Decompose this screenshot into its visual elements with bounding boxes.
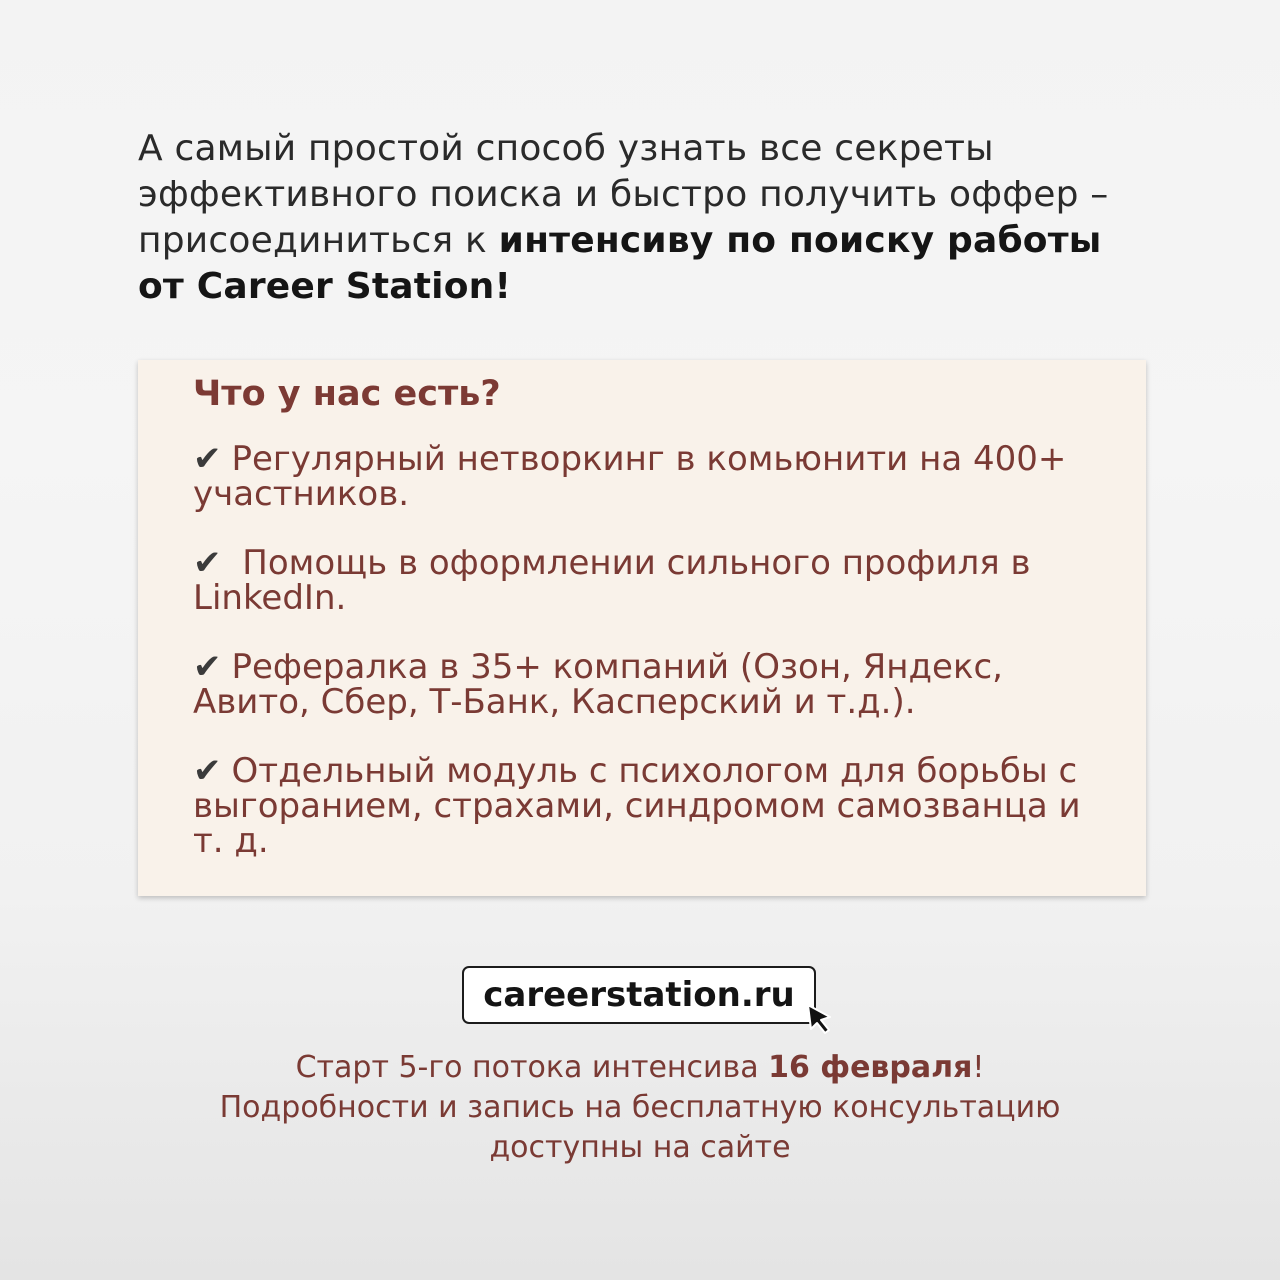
features-card bbox=[138, 360, 1146, 896]
feature-text: Помощь в оформлении сильного профиля в LinkedIn. bbox=[193, 543, 1031, 618]
check-icon: ✔ bbox=[193, 751, 222, 791]
intro-strong: интенсиву по поиску работы от Career Station! bbox=[138, 220, 1102, 307]
feature-text: Отдельный модуль с психологом для борьбы с выгоранием, страхами, синдромом самозванца и т. д. bbox=[193, 751, 1081, 861]
feature-list bbox=[193, 439, 1106, 861]
website-link-button[interactable]: careerstation.ru bbox=[462, 966, 816, 1024]
launch-info bbox=[140, 1048, 1140, 1168]
check-icon: ✔ bbox=[193, 543, 222, 583]
feature-text: Регулярный нетворкинг в комьюнити на 400+ участников. bbox=[193, 439, 1067, 514]
feature-item-referral bbox=[193, 647, 1106, 722]
intro-plain: А самый простой способ узнать все секреты эффективного поиска и быстро получить оффер – присоединиться к bbox=[138, 128, 1109, 261]
intro-text bbox=[138, 126, 1148, 310]
card-title: Что у нас есть? bbox=[193, 374, 501, 414]
launch-prefix: Старт 5-го потока интенсива bbox=[295, 1050, 769, 1085]
feature-item-psychologist bbox=[193, 751, 1106, 861]
consultation-text: Подробности и запись на бесплатную консультацию bbox=[219, 1090, 1061, 1125]
launch-date: 16 февраля bbox=[768, 1050, 973, 1085]
check-icon: ✔ bbox=[193, 647, 222, 687]
launch-suffix: ! bbox=[972, 1050, 985, 1085]
feature-text: Рефералка в 35+ компаний (Озон, Яндекс, Авито, Сбер, Т-Банк, Касперский и т.д.). bbox=[193, 647, 1003, 722]
site-availability-text: доступны на сайте bbox=[489, 1130, 791, 1165]
feature-item-linkedin bbox=[193, 543, 1106, 618]
feature-item-networking bbox=[193, 439, 1106, 514]
cursor-icon bbox=[803, 1001, 837, 1035]
check-icon: ✔ bbox=[193, 439, 222, 479]
